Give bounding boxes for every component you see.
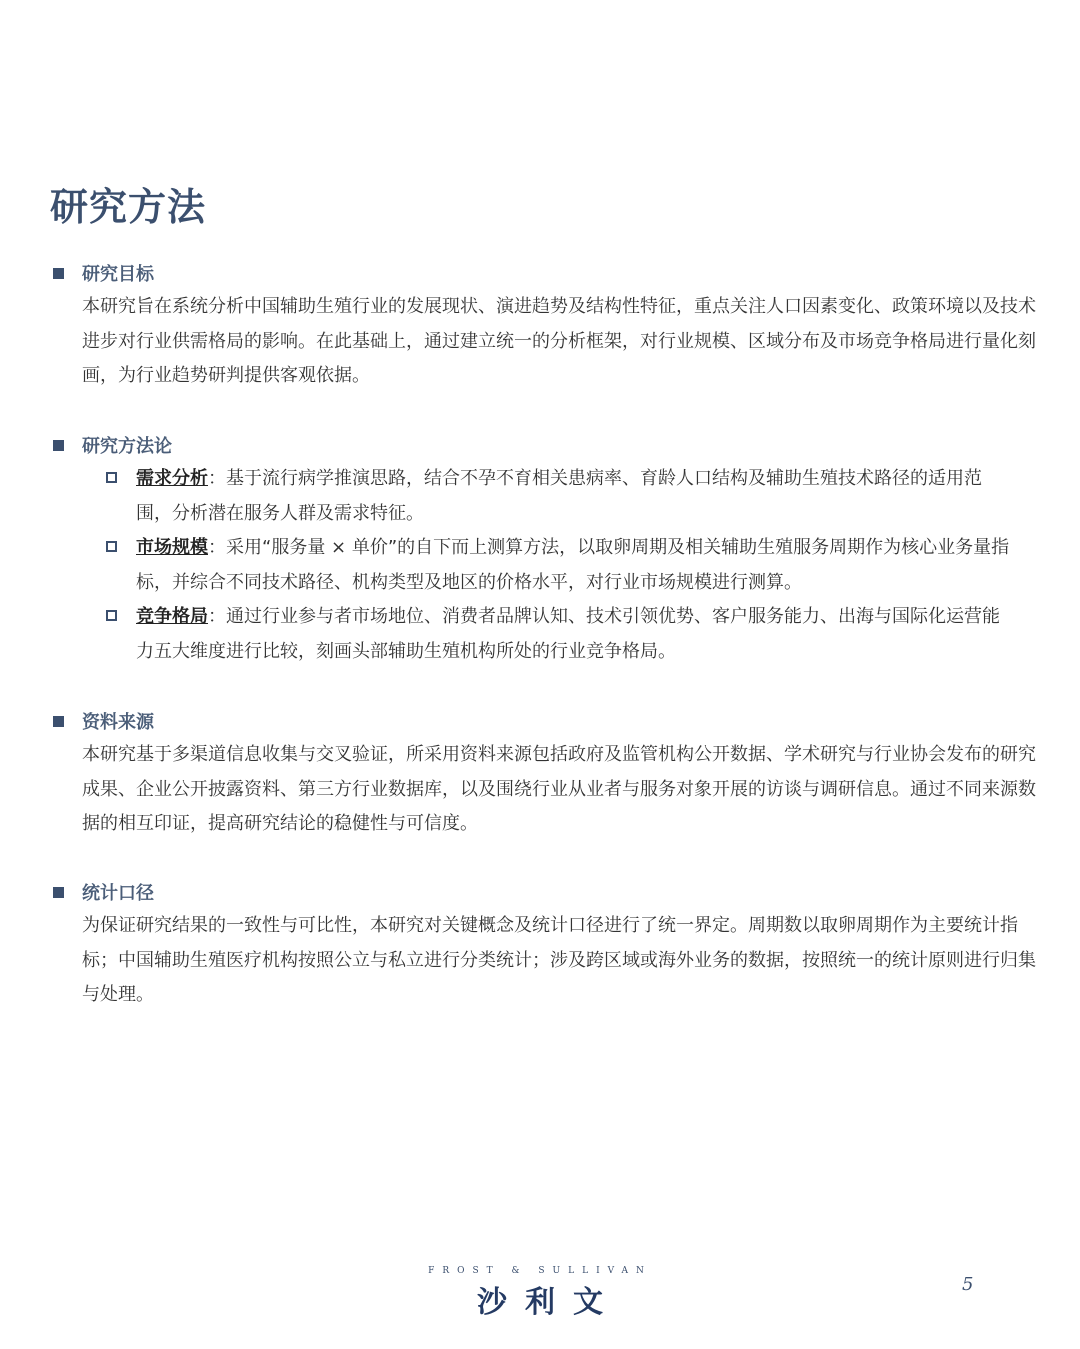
section-header bbox=[50, 706, 1035, 736]
section-data-sources bbox=[50, 706, 1035, 842]
list-item-competition bbox=[106, 600, 1016, 669]
hollow-square-bullet-icon bbox=[106, 610, 117, 621]
list-item-term: 需求分析 bbox=[136, 468, 208, 489]
section-header bbox=[50, 430, 1035, 460]
list-item-text: ：通过行业参与者市场地位、消费者品牌认知、技术引领优势、客户服务能力、出海与国际化运营能力五大维度进行比较，刻画头部辅助生殖机构所处的行业竞争格局。 bbox=[136, 606, 1000, 662]
logo-english-text: FROST & SULLIVAN bbox=[428, 1266, 652, 1276]
section-heading: 资料来源 bbox=[82, 712, 154, 733]
section-paragraph: 本研究旨在系统分析中国辅助生殖行业的发展现状、演进趋势及结构性特征，重点关注人口因素变化、政策环境以及技术进步对行业供需格局的影响。在此基础上，通过建立统一的分析框架，对行业规模、区域分布及市场竞争格局进行量化刻画，为行业趋势研判提供客观依据。 bbox=[82, 296, 1036, 386]
square-bullet-icon bbox=[53, 887, 64, 898]
list-item-content bbox=[136, 600, 1016, 669]
list-item-text: ：采用“服务量 × 单价”的自下而上测算方法，以取卵周期及相关辅助生殖服务周期作为核心业务量指标，并综合不同技术路径、机构类型及地区的价格水平，对行业市场规模进行测算。 bbox=[136, 537, 1010, 593]
section-statistical-scope bbox=[50, 877, 1035, 1013]
section-header bbox=[50, 877, 1035, 907]
list-item-market-size bbox=[106, 531, 1016, 600]
list-item-term: 市场规模 bbox=[136, 537, 208, 558]
section-heading: 研究目标 bbox=[82, 264, 154, 285]
square-bullet-icon bbox=[53, 716, 64, 727]
hollow-square-bullet-icon bbox=[106, 472, 117, 483]
section-research-goal bbox=[50, 258, 1035, 394]
section-methodology bbox=[50, 430, 1035, 669]
page-title: 研究方法 bbox=[50, 185, 207, 229]
list-item-content bbox=[136, 531, 1016, 600]
square-bullet-icon bbox=[53, 440, 64, 451]
page-number: 5 bbox=[962, 1274, 974, 1295]
list-item-term: 竞争格局 bbox=[136, 606, 208, 627]
section-paragraph: 本研究基于多渠道信息收集与交叉验证，所采用资料来源包括政府及监管机构公开数据、学术研究与行业协会发布的研究成果、企业公开披露资料、第三方行业数据库，以及围绕行业从业者与服务对象开展的访谈与调研信息。通过不同来源数据的相互印证，提高研究结论的稳健性与可信度。 bbox=[82, 744, 1036, 834]
section-header bbox=[50, 258, 1035, 288]
section-paragraph: 为保证研究结果的一致性与可比性，本研究对关键概念及统计口径进行了统一界定。周期数以取卵周期作为主要统计指标；中国辅助生殖医疗机构按照公立与私立进行分类统计；涉及跨区域或海外业务的数据，按照统一的统计原则进行归集与处理。 bbox=[82, 915, 1036, 1005]
logo-chinese-text: 沙利文 bbox=[477, 1285, 621, 1320]
list-item-text: ：基于流行病学推演思路，结合不孕不育相关患病率、育龄人口结构及辅助生殖技术路径的适用范围，分析潜在服务人群及需求特征。 bbox=[136, 468, 982, 524]
section-heading: 研究方法论 bbox=[82, 436, 172, 457]
hollow-square-bullet-icon bbox=[106, 541, 117, 552]
frost-sullivan-logo bbox=[0, 1266, 1080, 1321]
square-bullet-icon bbox=[53, 268, 64, 279]
list-item-demand-analysis bbox=[106, 462, 1016, 531]
section-heading: 统计口径 bbox=[82, 883, 154, 904]
list-item-content bbox=[136, 462, 1016, 531]
